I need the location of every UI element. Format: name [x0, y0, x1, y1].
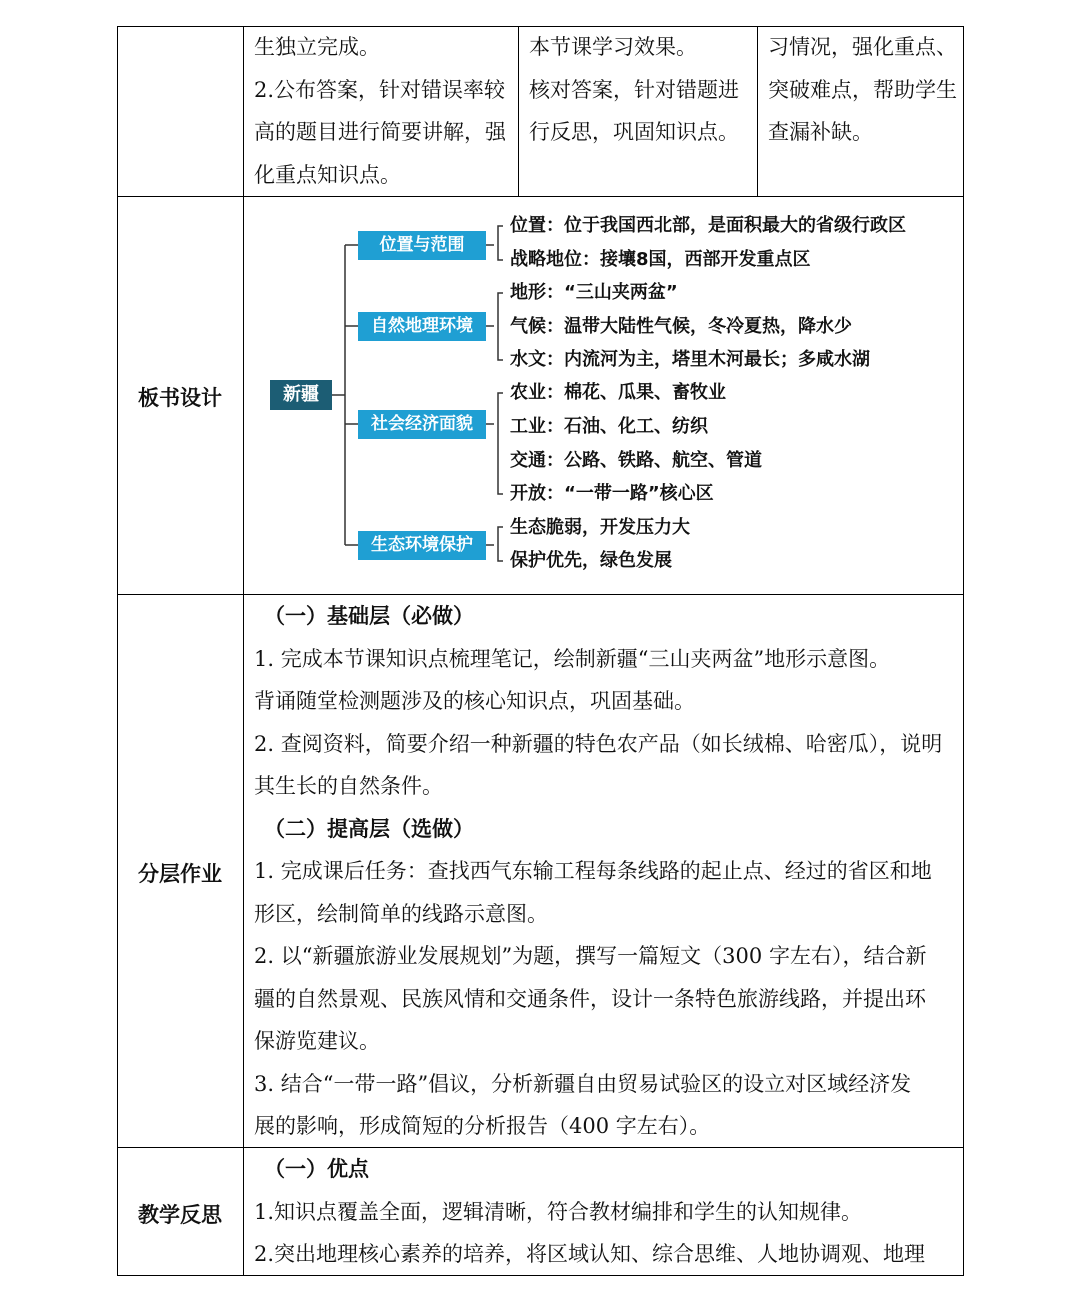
- text-line: 背诵随堂检测题涉及的核心知识点，巩固基础。: [254, 689, 695, 713]
- text-line: 2. 以“新疆旅游业发展规划”为题，撰写一篇短文（300 字左右），结合新: [254, 944, 927, 968]
- leaf-location: 位置：位于我国西北部，是面积最大的省级行政区: [510, 215, 906, 236]
- text-line: 查漏补缺。: [768, 120, 873, 144]
- board-mind-map: [0, 0, 1080, 600]
- text-line: 形区，绘制简单的线路示意图。: [254, 901, 548, 926]
- text-line: 疆的自然景观、民族风情和交通条件，设计一条特色旅游线路，并提出环: [254, 986, 926, 1011]
- text-line: 其生长的自然条件。: [254, 774, 443, 798]
- text-line: 展的影响，形成简短的分析报告（400 字左右）。: [254, 1114, 711, 1138]
- leaf-strategic-position: 战略地位：接壤8国，西部开发重点区: [510, 249, 811, 270]
- leaf-industry: 工业：石油、化工、纺织: [510, 416, 708, 437]
- homework-label: 分层作业: [138, 862, 222, 886]
- leaf-openness: 开放：“一带一路”核心区: [510, 483, 714, 504]
- text-line: 化重点知识点。: [254, 162, 401, 187]
- category-location: 位置与范围: [358, 231, 486, 260]
- text-line: 本节课学习效果。: [529, 35, 697, 59]
- reflection-label: 教学反思: [138, 1203, 222, 1227]
- leaf-terrain: 地形：“三山夹两盆”: [510, 282, 678, 303]
- text-line: 2. 查阅资料，简要介绍一种新疆的特色农产品（如长绒棉、哈密瓜），说明: [254, 731, 943, 756]
- text-line: 突破难点，帮助学生: [768, 77, 957, 102]
- text-line: 行反思，巩固知识点。: [529, 120, 739, 144]
- text-line: 1. 完成课后任务：查找西气东输工程每条线路的起止点、经过的省区和地: [254, 859, 932, 883]
- text-line: 高的题目进行简要讲解，强: [254, 120, 506, 144]
- reflection-content: [254, 1148, 959, 1276]
- text-line: 核对答案，针对错题进: [529, 77, 739, 102]
- text-line: 习情况，强化重点、: [768, 35, 957, 59]
- board-design-label: 板书设计: [138, 386, 222, 410]
- homework-content: [254, 595, 959, 1148]
- leaf-ecology-fragile: 生态脆弱，开发压力大: [510, 517, 690, 538]
- section-heading: （二）提高层（选做）: [264, 816, 474, 841]
- text-line: 1.知识点覆盖全面，逻辑清晰，符合教材编排和学生的认知规律。: [254, 1199, 863, 1224]
- text-line: 保游览建议。: [254, 1029, 380, 1053]
- leaf-climate: 气候：温带大陆性气候，冬冷夏热，降水少: [510, 316, 852, 337]
- section-heading: （一）基础层（必做）: [264, 604, 474, 628]
- text-line: 1. 完成本节课知识点梳理笔记，绘制新疆“三山夹两盆”地形示意图。: [254, 646, 891, 671]
- category-natural-environment: 自然地理环境: [358, 312, 486, 341]
- text-line: 3. 结合“一带一路”倡议，分析新疆自由贸易试验区的设立对区域经济发: [254, 1071, 912, 1096]
- section-heading: （一）优点: [264, 1157, 369, 1181]
- mind-map-root-node: 新疆: [270, 380, 332, 410]
- leaf-transport: 交通：公路、铁路、航空、管道: [510, 450, 762, 471]
- leaf-agriculture: 农业：棉花、瓜果、畜牧业: [510, 382, 726, 403]
- text-line: 2.公布答案，针对错误率较: [254, 77, 506, 102]
- category-socio-economic: 社会经济面貌: [358, 410, 486, 439]
- text-line: 生独立完成。: [254, 35, 380, 59]
- category-ecology: 生态环境保护: [358, 531, 486, 560]
- leaf-ecology-protection: 保护优先，绿色发展: [510, 550, 672, 571]
- leaf-hydrology: 水文：内流河为主，塔里木河最长；多咸水湖: [510, 349, 870, 370]
- text-line: 2.突出地理核心素养的培养，将区域认知、综合思维、人地协调观、地理: [254, 1242, 926, 1266]
